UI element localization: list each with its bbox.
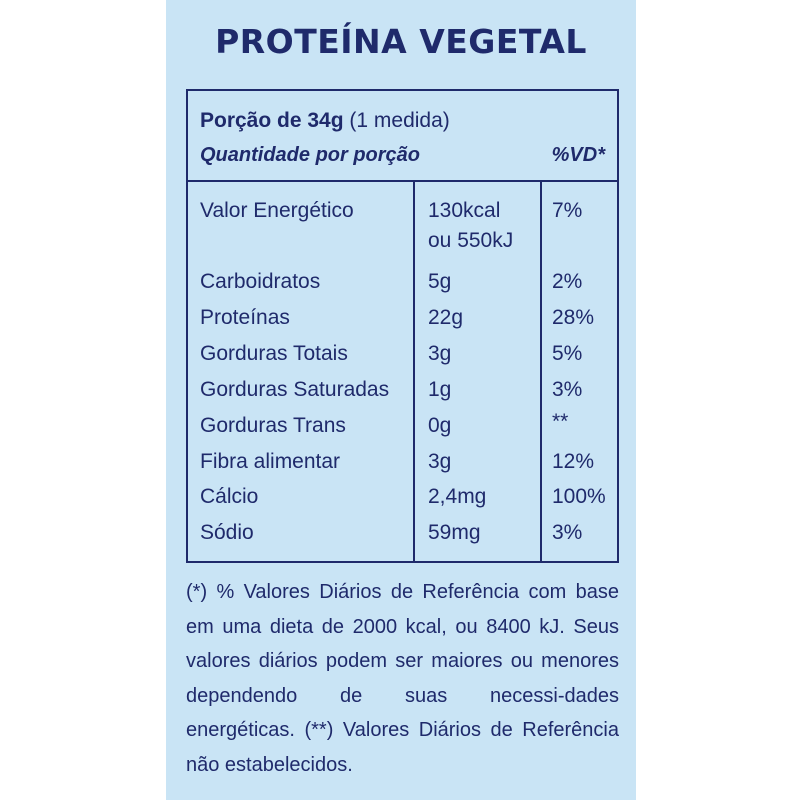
nutrient-amount: 3g bbox=[428, 450, 452, 473]
nutrient-name: Proteínas bbox=[200, 306, 290, 329]
nutrient-amount-alt: ou 550kJ bbox=[428, 229, 514, 252]
column-divider-amount bbox=[413, 182, 415, 561]
nutrient-name: Valor Energético bbox=[200, 199, 354, 222]
nutrient-vd: 28% bbox=[552, 306, 595, 329]
header-divider bbox=[188, 180, 617, 182]
portion-note: (1 medida) bbox=[349, 109, 450, 132]
nutrient-name: Gorduras Trans bbox=[200, 414, 346, 437]
product-title: PROTEÍNA VEGETAL bbox=[215, 22, 587, 61]
nutrient-vd: 3% bbox=[552, 378, 583, 401]
nutrient-amount: 2,4mg bbox=[428, 485, 487, 508]
label-panel bbox=[166, 0, 636, 800]
nutrient-vd: 100% bbox=[552, 485, 606, 508]
nutrition-table bbox=[186, 89, 619, 563]
nutrient-amount: 130kcal bbox=[428, 199, 501, 222]
nutrient-name: Cálcio bbox=[200, 485, 259, 508]
portion-line bbox=[200, 109, 450, 133]
nutrient-amount: 59mg bbox=[428, 521, 481, 544]
nutrient-name: Gorduras Totais bbox=[200, 342, 348, 365]
nutrient-amount: 1g bbox=[428, 378, 452, 401]
nutrient-vd: 5% bbox=[552, 342, 583, 365]
nutrient-vd: ** bbox=[552, 410, 569, 433]
quantity-label: Quantidade por porção bbox=[200, 144, 421, 166]
vd-label: %VD* bbox=[551, 144, 605, 166]
column-divider-vd bbox=[540, 182, 542, 561]
portion-label: Porção de 34g bbox=[200, 109, 344, 132]
nutrient-name: Carboidratos bbox=[200, 270, 321, 293]
nutrient-name: Fibra alimentar bbox=[200, 450, 341, 473]
nutrient-vd: 7% bbox=[552, 199, 583, 222]
nutrient-amount: 0g bbox=[428, 414, 452, 437]
footnote: (*) % Valores Diários de Referência com base em uma dieta de 2000 kcal, ou 8400 kJ. Seus valores diários podem ser maiores ou menores dependendo de suas necessi-dades energéticas. (**) Valores Diários de Referência não estabelecidos. bbox=[186, 581, 619, 776]
nutrient-amount: 5g bbox=[428, 270, 452, 293]
nutrient-name: Gorduras Saturadas bbox=[200, 378, 390, 401]
nutrient-amount: 22g bbox=[428, 306, 464, 329]
nutrient-vd: 12% bbox=[552, 450, 595, 473]
nutrient-amount: 3g bbox=[428, 342, 452, 365]
nutrient-vd: 2% bbox=[552, 270, 583, 293]
nutrient-vd: 3% bbox=[552, 521, 583, 544]
nutrient-name: Sódio bbox=[200, 521, 254, 544]
